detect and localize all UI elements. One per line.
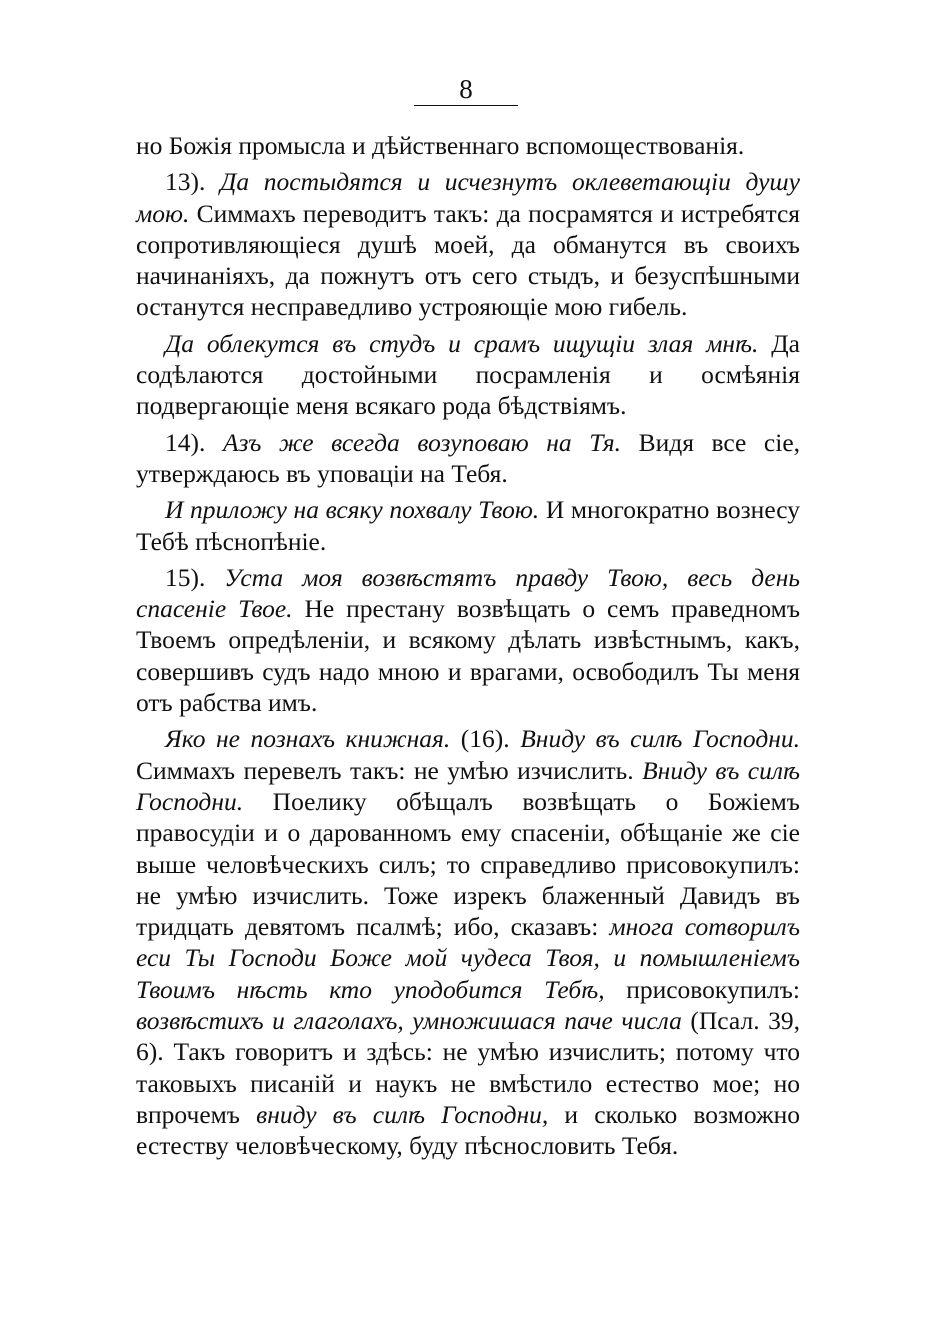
italic-quote: Вниду въ силѣ Господни. bbox=[520, 724, 801, 754]
body-text bbox=[136, 130, 800, 1167]
paragraph bbox=[136, 562, 800, 718]
paragraph bbox=[136, 166, 800, 322]
paragraph bbox=[136, 130, 800, 161]
text-run: 13). bbox=[165, 167, 221, 197]
paragraph bbox=[136, 723, 800, 1161]
italic-quote: Да постыдятся и исчезнутъ оклеветающіи душу мою. bbox=[136, 167, 800, 228]
header-rule bbox=[414, 105, 518, 106]
text-run: 15). bbox=[165, 562, 225, 592]
italic-quote: Уста моя возвѣстятъ правду Твою, весь день спасеніе Твое. bbox=[136, 562, 800, 624]
italic-quote: Да облекутся въ студъ и срамъ ищущіи злая мнѣ. bbox=[165, 328, 759, 358]
text-run: Не престану возвѣщать о семъ праведномъ Твоемъ опредѣленіи, и всякому дѣлать извѣстнымъ, какъ, совершивъ судъ надо мною и врагами, освободилъ Ты меня отъ рабства имъ. bbox=[136, 594, 801, 718]
text-run: Видя все сіе, утверждаюсь въ уповаціи на Тебя. bbox=[136, 427, 801, 488]
italic-quote: Яко не познахъ книжная. bbox=[165, 724, 451, 754]
text-run: Симмахъ перевелъ такъ: не умѣю изчислить. bbox=[136, 755, 643, 785]
italic-quote: И приложу на всяку похвалу Твою. bbox=[165, 495, 540, 525]
italic-quote: вниду въ силѣ Господни, bbox=[256, 1099, 549, 1129]
italic-quote: Азъ же всегда возуповаю на Тя. bbox=[222, 427, 622, 457]
text-run: но Божія промысла и дѣйственнаго вспомоществованія. bbox=[136, 131, 745, 160]
text-run: (Псал. 39, 6). Такъ говоритъ и здѣсь: не умѣю изчислить; потому что таковыхъ писаній и наукъ не вмѣстило естество мое; но впрочемъ bbox=[136, 1006, 801, 1129]
italic-quote: возвѣстихъ и глаголахъ, умножишася паче числа bbox=[136, 1006, 682, 1036]
page-number: 8 bbox=[459, 74, 473, 104]
text-run: присовокупилъ: bbox=[604, 974, 800, 1004]
text-run: 14). bbox=[165, 427, 223, 457]
paragraph bbox=[136, 427, 800, 490]
paragraph bbox=[136, 328, 800, 422]
text-run: (16). bbox=[450, 724, 521, 754]
paragraph bbox=[136, 494, 800, 557]
text-run: Да содѣлаются достойными посрамленія и осмѣянія подвергающіе меня всякаго рода бѣдствіямъ. bbox=[136, 328, 800, 421]
text-run: Поелику обѣщалъ возвѣщать о Божіемъ правосудіи и о дарованномъ ему спасеніи, обѣщаніе же сіе выше человѣческихъ силъ; то справедливо присовокупилъ: не умѣю изчислить. Тоже изрекъ блаженный Давидъ въ тридцать девятомъ псалмѣ; ибо, сказавъ: bbox=[136, 786, 800, 942]
italic-quote: многа сотворилъ еси Ты Господи Боже мой чудеса Твоя, и помышленіемъ Твоимъ нѣсть кто уподобится Тебѣ, bbox=[136, 912, 800, 1004]
text-run: и сколько возможно естеству человѣческому, буду пѣснословить Тебя. bbox=[136, 1099, 800, 1161]
text-run: Симмахъ переводитъ такъ: да посрамятся и истребятся сопротивляющіеся душѣ моей, да обманутся въ своихъ начинаніяхъ, да пожнутъ отъ сего стыдъ, и безуспѣшными останутся несправедливо устрояющіе мою гибель. bbox=[136, 198, 800, 322]
italic-quote: Вниду въ силѣ Господни. bbox=[136, 755, 800, 816]
text-run: И многократно вознесу Тебѣ пѣснопѣніе. bbox=[136, 495, 801, 556]
